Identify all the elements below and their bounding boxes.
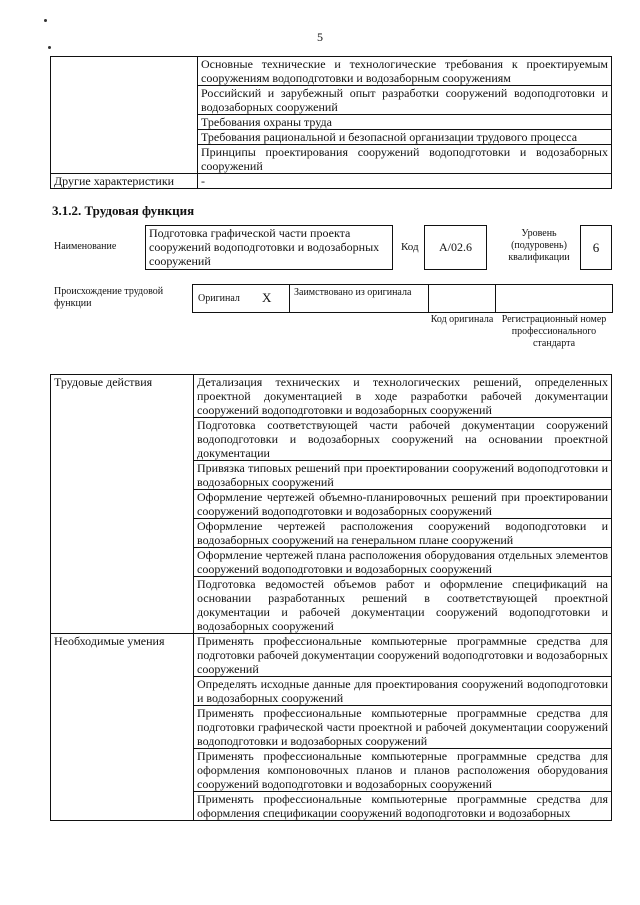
action-item: Привязка типовых решений при проектировании сооружений водоподготовки и водозаборных сооружений xyxy=(194,461,612,490)
other-characteristics-value: - xyxy=(198,174,612,189)
skill-item: Применять профессиональные компьютерные программные средства для подготовки рабочей документации сооружений водоподготовки и водозаборных сооружений xyxy=(194,634,612,677)
original-label: Оригинал xyxy=(198,293,240,304)
section-title: 3.1.2. Трудовая функция xyxy=(52,203,195,218)
code-value: A/02.6 xyxy=(439,240,472,254)
level-label: Уровень (подуровень) квалификации xyxy=(508,228,570,263)
origin-label: Происхождение трудовой функции xyxy=(54,286,164,309)
action-item: Оформление чертежей плана расположения оборудования отдельных элементов сооружений водоподготовки и водозаборных сооружений xyxy=(194,548,612,577)
labor-function-table xyxy=(50,374,612,821)
code-label: Код xyxy=(401,241,419,253)
page-number: 5 xyxy=(317,30,323,44)
original-mark: X xyxy=(262,290,272,305)
code-box xyxy=(424,225,487,270)
table-row xyxy=(51,634,612,677)
empty-label-cell xyxy=(51,57,198,174)
requirement-item: Требования охраны труда xyxy=(198,115,612,130)
requirement-item: Российский и зарубежный опыт разработки сооружений водоподготовки и водозаборных сооружений xyxy=(198,86,612,115)
level-value: 6 xyxy=(592,239,600,255)
action-item: Оформление чертежей расположения сооружений водоподготовки и водозаборных сооружений на генеральном плане сооружений xyxy=(194,519,612,548)
function-name-box xyxy=(145,225,393,270)
registration-number-caption: Регистрационный номер профессионального стандарта xyxy=(501,314,607,349)
borrowed-label: Заимствовано из оригинала xyxy=(294,287,412,298)
function-name: Подготовка графической части проекта сооружений водоподготовки и водозаборных сооружений xyxy=(149,226,380,268)
action-item: Оформление чертежей объемно-планировочных решений при проектировании сооружений водоподготовки и водозаборных сооружений xyxy=(194,490,612,519)
requirement-item: Требования рациональной и безопасной организации трудового процесса xyxy=(198,130,612,145)
original-code-caption: Код оригинала xyxy=(430,314,494,325)
level-box xyxy=(580,225,612,270)
requirement-item: Принципы проектирования сооружений водоподготовки и водозаборных сооружений xyxy=(198,145,612,174)
skills-label: Необходимые умения xyxy=(51,634,194,821)
actions-label: Трудовые действия xyxy=(51,375,194,634)
skill-item: Применять профессиональные компьютерные программные средства для подготовки графической части проектной и рабочей документации сооружений водоподготовки и водозаборных сооружений xyxy=(194,706,612,749)
skill-item: Применять профессиональные компьютерные программные средства для оформления спецификации сооружений водоподготовки и водозаборных xyxy=(194,792,612,821)
skill-item: Определять исходные данные для проектирования сооружений водоподготовки и водозаборных сооружений xyxy=(194,677,612,706)
action-item: Подготовка ведомостей объемов работ и оформление спецификаций на основании разработанных решений в соответствующей проектной документации и рабочей документации сооружений водоподготовки и водозаборных сооружений xyxy=(194,577,612,634)
name-label: Наименование xyxy=(54,241,117,252)
table-row xyxy=(51,375,612,418)
table-row xyxy=(51,57,612,86)
requirement-item: Основные технические и технологические требования к проектируемым сооружениям водоподготовки и водозаборным сооружениям xyxy=(198,57,612,86)
action-item: Подготовка соответствующей части рабочей документации сооружений водоподготовки и водозаборных сооружений на основании проектной документации xyxy=(194,418,612,461)
skill-item: Применять профессиональные компьютерные программные средства для оформления компоновочных планов и планов расположения оборудования сооружений водоподготовки и водозаборных сооружений xyxy=(194,749,612,792)
action-item: Детализация технических и технологических решений, определенных проектной документацией в ходе разработки рабочей документации сооружений водоподготовки и водозаборных сооружений xyxy=(194,375,612,418)
scan-speck xyxy=(44,19,47,22)
requirements-table xyxy=(50,56,612,189)
other-characteristics-label: Другие характеристики xyxy=(51,174,198,189)
scan-speck xyxy=(48,46,51,49)
original-code-box xyxy=(428,284,496,313)
registration-number-box xyxy=(495,284,613,313)
table-row xyxy=(51,174,612,189)
